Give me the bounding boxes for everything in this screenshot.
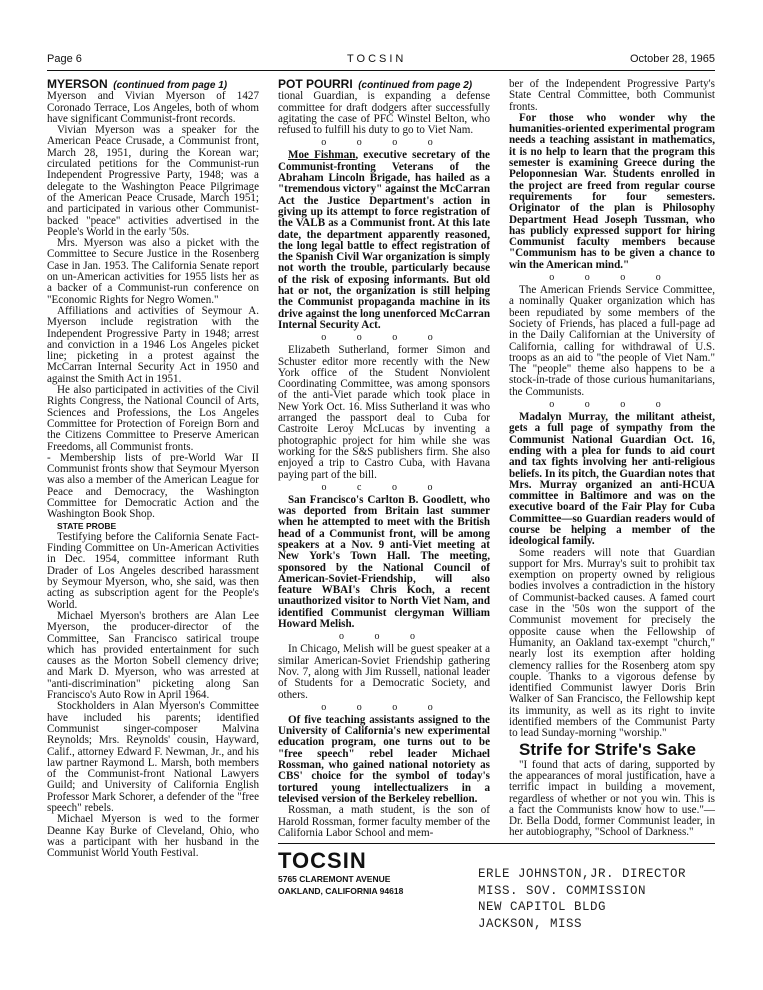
header-rule [47,70,715,71]
continued-note: (continued from page 2) [358,80,473,91]
address-line: JACKSON, MISS [478,916,583,931]
paragraph: Elizabeth Sutherland, former Simon and Schuster editor more recently with the New York office of the Student Nonviolent Coordinating Committee, was among sponsors of the anti-Viet parade which took place in New York Oct. 16. Miss Sutherland it was who arranged the passport deal to Cuba for Castroite Leroy McLucas by inventing a photographic project for him while she was working for the S&S publishers firm. She also enjoyed a trip to Castro Cuba, with Havana paying part of the bill. [278,344,490,481]
paragraph: Some readers will note that Guardian support for Mrs. Murray's suit to prohibit tax exemption on property owned by religious bodies involves a contradiction in the history of Communist-backed causes. A famed court case in the '50s won the support of the Communist movement for precisely the opposite cause when the Fellowship of Humanity, an Oakland tax-exempt "church," nearly lost its exemption after holding clemency rallies for the Rosenberg atom spy couple. Thanks to a vigorous defense by identified Communist lawyer Doris Brin Walker of San Francisco, the Fellowship kept its immunity, as well as its right to invite identified members of the Communist Party to lead Sunday-morning "worship." [509,546,715,740]
separator-dots: o o o o [549,272,675,284]
header-date: October 28, 1965 [629,53,715,65]
column-continued [509,79,715,839]
column-myerson [47,79,259,859]
paragraph: tional Guardian, is expanding a defense committee for draft dodgers after successfully agitating the case of PFC Winstel Belton, who refused to fulfill his duty to go to Viet Nam. [278,90,490,137]
headline-strife: Strife for Strife's Sake [519,739,696,759]
separator-dots: o o o o [549,399,675,411]
paragraph: Madalyn Murray, the militant atheist, gets a full page of sympathy from the Communist National Guardian Oct. 16, ending with a plea for funds to aid court and tax fights involving her anti-religious beliefs. In its pitch, the Guardian notes that Mrs. Murray organized an anti-HCUA committee in Baltimore and was on the executive board of the Fair Play for Cuba Committee—so Guardian readers would of course be helping a member of the ideological family. [509,411,715,548]
paragraph: In Chicago, Melish will be guest speaker at a similar American-Soviet Friendship gathering Nov. 7, along with Jim Russell, national leader of Students for a Democratic Society, and others. [278,643,490,701]
name-underlined: Moe Fishman [288,149,356,162]
paragraph: Michael Myerson's brothers are Alan Lee Myerson, the producer-director of the Committee, San Francisco satirical troupe which has provided entertainment for such causes as the Morton Sobell clemency drive; and Mark D. Myerson, who was arrested at "anti-discrimination" picketing along San Francisco's Auto Row in April 1964. [47,609,259,702]
paragraph: ber of the Independent Progressive Party's State Central Committee, both Communist fronts. [509,78,715,113]
separator-dots: o o o [339,631,429,643]
masthead-city: OAKLAND, CALIFORNIA 94618 [278,886,404,896]
paragraph: Vivian Myerson was a speaker for the American Peace Crusade, a Communist front, March 28, 1951, during the Korean war; circulated petitions for the Communist-run Independent Progressive Party, 1948; was a delegate to the Washington Peace Pilgrimage of the American Peace Crusade, March 1951; and participated in various other Communist-backed "peace" activities advertised in the People's World in the early '50s. [47,124,259,238]
paragraph: San Francisco's Carlton B. Goodlett, who was deported from Britain last summer when he attempted to meet with the British head of a Communist front, will be among speakers at a Nov. 9 anti-Viet meeting at New York's Town Hall. The meeting, sponsored by the National Council of American-Soviet-Friendship, will also feature WBAI's Chris Koch, a recent unauthorized visitor to North Viet Nam, and identified Communist clergyman William Howard Melish. [278,493,490,631]
kicker-myerson: MYERSON [47,77,108,91]
paragraph: Myerson and Vivian Myerson of 1427 Coronado Terrace, Los Angeles, both of whom have significant Communist-front records. [47,90,259,125]
address-line: MISS. SOV. COMMISSION [478,883,647,898]
separator-dots: o o o o [321,137,447,149]
header-title: TOCSIN [347,53,407,65]
paragraph: Affiliations and activities of Seymour A. Myerson include registration with the Independent Progressive Party in 1948; arrest and conviction in a 1946 Los Angeles picket line; picketing in a protest against the McCarran Internal Security Act in 1950 and against the Smith Act in 1951. [47,304,259,385]
address-line: NEW CAPITOL BLDG [478,900,607,914]
paragraph: Rossman, a math student, is the son of Harold Rossman, former faculty member of the California Labor School and mem- [278,804,490,839]
paragraph: Mrs. Myerson was also a picket with the Committee to Secure Justice in the Rosenberg Case in Jan. 1953. The California Senate report on un-American activities for 1955 lists her as a backer of a Communist-run conference on "Economic Rights for Negro Women." [47,237,259,306]
separator-dots: o c o o [321,481,447,493]
mailing-address [478,866,686,932]
paragraph: The American Friends Service Committee, a nominally Quaker organization which has been repudiated by some members of the Society of Friends, has placed a full-page ad in the Daily Californian at the University of California, calling for withdrawal of U.S. troops as an aid to "the people of Viet Nam." The "people" theme also happens to be a stock-in-trade of those curious humanitarians, the Communists. [509,284,715,398]
masthead-name: TOCSIN [278,848,367,873]
paragraph: He also participated in activities of the Civil Rights Congress, the National Council of Arts, Sciences and Professions, the Los Angeles Committee for Protection of Foreign Born and the Citizens Committee to Preserve American Freedoms, all Communist fronts. [47,384,259,453]
column-pot-pourri [278,79,490,839]
paragraph: Michael Myerson is wed to the former Deanne Kay Burke of Cleveland, Ohio, who was a participant with her husband in the Communist World Youth Festival. [47,813,259,860]
masthead [278,849,403,897]
paragraph: - Membership lists of pre-World War II Communist fronts show that Seymour Myerson was also a member of the American League for Peace and Democracy, the Washington Committee for Democratic Action and the Washington Book Shop. [47,451,259,521]
paragraph: Of five teaching assistants assigned to the University of California's new experimental education program, one turns out to be "free speech" rebel leader Michael Rossman, who gained national notoriety as CBS' choice for the symbol of today's tortured young intellectualizers in a televised version of the Berkeley rebellion. [278,713,490,805]
address-line: ERLE JOHNSTON,JR. DIRECTOR [478,867,687,881]
continued-note: (continued from page 1) [113,80,228,91]
subhead-state-probe: STATE PROBE [57,520,117,531]
masthead-rule [278,843,715,844]
separator-dots: o o o o [321,332,447,344]
page-number: Page 6 [47,53,82,65]
separator-dots: o o o o [321,701,447,713]
kicker-pot-pourri: POT POURRI [278,77,353,91]
paragraph: , executive secretary of the Communist-fronting Veterans of the Abraham Lincoln Brigade, has hailed as a "tremendous victory" against the McCarran Act the Justice Department's action in giving up its attempt to force registration of the VALB as a Communist front. At this late date, the department apparently reasoned, the long legal battle to effect registration of the Spanish Civil War organization is simply not worth the trouble, particularly because of the risk of exposing informants. But old hat or not, the organization is still helping the Communist propaganda machine in its drive against the long unenforced McCarran Internal Security Act. [278,149,490,331]
masthead-street: 5765 CLAREMONT AVENUE [278,874,391,884]
paragraph: Testifying before the California Senate Fact-Finding Committee on Un-American Activities in Dec. 1954, committee informant Ruth Drader of Los Angeles described harassment by Seymour Myerson, who, she said, was then acting as subscription agent for the People's World. [47,530,259,611]
paragraph: For those who wonder why the humanities-oriented experimental program needs a teaching assistant in mathematics, it is no help to learn that the program this semester is examining Greece during the Peloponnesian War. Students enrolled in the project are freed from regular course requirements for four semesters. Originator of the plan is Philosophy Department Head Joseph Tussman, who has publicly expressed support for hiring Communist faculty members because "Communism has to be given a chance to win the American mind." [509,111,715,271]
paragraph: "I found that acts of daring, supported by the appearances of moral justification, have a terrific impact in building a movement, regardless of whether or not you win. This is a fact the Communists know how to use."—Dr. Bella Dodd, former Communist leader, in her autobiography, "School of Darkness." [509,758,715,839]
paragraph: Stockholders in Alan Myerson's Committee have included his parents; identified Communist singer-composer Malvina Reynolds; Mrs. Reynolds' cousin, Hayward, Calif., attorney Edward F. Newman, Jr., and his law partner Raymond L. Marsh, both members of the Communist-front National Lawyers Guild; and University of California English Professor Mark Schorer, a defender of the "free speech" rebels. [47,700,259,814]
page-header [47,53,715,69]
